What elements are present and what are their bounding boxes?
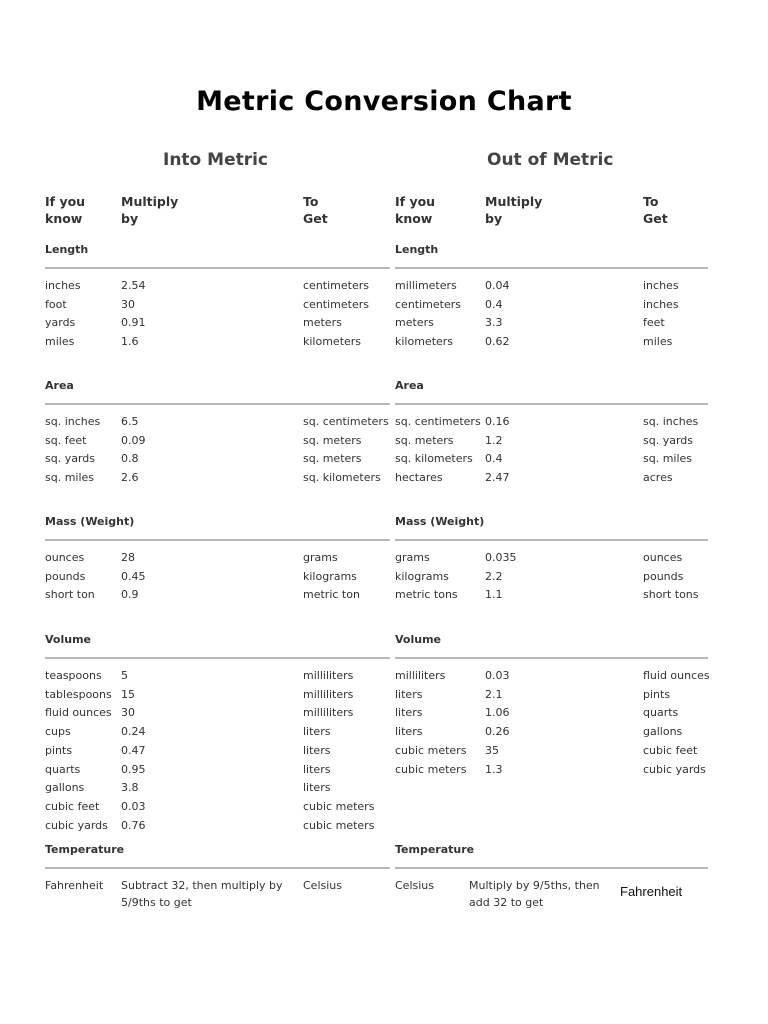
left-row-know: inches <box>45 279 81 292</box>
right-row-multiply: 0.03 <box>485 669 510 682</box>
temp-right-multiply: Multiply by 9/5ths, then add 32 to get <box>469 879 600 909</box>
left-row-know: pounds <box>45 570 86 583</box>
right-header-multiply-by: Multiply by <box>485 194 543 226</box>
right-row-get: sq. miles <box>643 452 693 465</box>
right-header-if-you-know: If you know <box>395 194 436 226</box>
left-row-get: sq. kilometers <box>303 471 381 484</box>
page-title: Metric Conversion Chart <box>196 86 572 117</box>
right-row-get: acres <box>643 471 673 484</box>
left-row-get: liters <box>303 725 331 738</box>
right-row-get: miles <box>643 335 673 348</box>
left-row-get: sq. meters <box>303 434 362 447</box>
right-section-divider <box>395 267 708 269</box>
right-section-label-length: Length <box>395 243 439 256</box>
right-row-multiply: 0.4 <box>485 298 503 311</box>
left-section-divider <box>45 403 390 405</box>
right-section-label-volume: Volume <box>395 633 441 646</box>
right-row-multiply: 1.2 <box>485 434 503 447</box>
right-row-multiply: 2.47 <box>485 471 510 484</box>
right-row-multiply: 0.26 <box>485 725 510 738</box>
right-row-multiply: 0.4 <box>485 452 503 465</box>
right-row-know: liters <box>395 725 423 738</box>
right-row-multiply: 1.3 <box>485 763 503 776</box>
right-row-know: centimeters <box>395 298 461 311</box>
right-row-multiply: 1.06 <box>485 706 510 719</box>
left-row-get: milliliters <box>303 706 354 719</box>
left-section-divider <box>45 539 390 541</box>
right-row-know: sq. centimeters <box>395 415 481 428</box>
left-section-divider <box>45 267 390 269</box>
right-row-multiply: 35 <box>485 744 499 757</box>
left-section-label-volume: Volume <box>45 633 91 646</box>
left-row-get: milliliters <box>303 688 354 701</box>
left-row-know: sq. miles <box>45 471 95 484</box>
left-section-label-area: Area <box>45 379 74 392</box>
right-row-get: sq. inches <box>643 415 699 428</box>
left-row-multiply: 30 <box>121 706 135 719</box>
right-row-know: sq. meters <box>395 434 454 447</box>
left-row-multiply: 0.45 <box>121 570 146 583</box>
left-section-divider <box>45 867 390 869</box>
right-row-know: liters <box>395 706 423 719</box>
left-row-get: grams <box>303 551 338 564</box>
left-row-know: yards <box>45 316 76 329</box>
left-row-multiply: 6.5 <box>121 415 139 428</box>
temp-left-know: Fahrenheit <box>45 879 104 892</box>
left-row-know: ounces <box>45 551 85 564</box>
right-row-multiply: 0.04 <box>485 279 510 292</box>
right-row-get: feet <box>643 316 665 329</box>
temp-right-get: Fahrenheit <box>620 884 683 899</box>
left-row-multiply: 0.03 <box>121 800 146 813</box>
right-row-know: liters <box>395 688 423 701</box>
left-row-multiply: 28 <box>121 551 135 564</box>
right-row-get: inches <box>643 298 679 311</box>
left-row-multiply: 0.47 <box>121 744 146 757</box>
right-row-know: kilograms <box>395 570 449 583</box>
right-row-get: pounds <box>643 570 684 583</box>
left-row-know: fluid ounces <box>45 706 112 719</box>
right-row-get: ounces <box>643 551 683 564</box>
left-row-know: cubic feet <box>45 800 100 813</box>
left-row-know: quarts <box>45 763 81 776</box>
right-section-divider <box>395 657 708 659</box>
into-metric-heading: Into Metric <box>163 150 269 170</box>
left-header-if-you-know: If you know <box>45 194 86 226</box>
temp-right-know: Celsius <box>395 879 434 892</box>
left-row-know: foot <box>45 298 67 311</box>
left-section-label-length: Length <box>45 243 89 256</box>
right-row-know: millimeters <box>395 279 457 292</box>
right-section-label-mass-weight: Mass (Weight) <box>395 515 485 528</box>
left-row-get: liters <box>303 763 331 776</box>
left-header-multiply-by: Multiply by <box>121 194 179 226</box>
left-row-multiply: 1.6 <box>121 335 139 348</box>
left-section-divider <box>45 657 390 659</box>
right-row-know: grams <box>395 551 430 564</box>
right-section-divider <box>395 867 708 869</box>
left-row-multiply: 5 <box>121 669 128 682</box>
right-row-multiply: 3.3 <box>485 316 503 329</box>
left-row-get: liters <box>303 744 331 757</box>
right-row-multiply: 2.1 <box>485 688 503 701</box>
left-row-multiply: 0.09 <box>121 434 146 447</box>
right-row-get: sq. yards <box>643 434 693 447</box>
right-row-multiply: 2.2 <box>485 570 503 583</box>
right-header-to-get: To Get <box>643 194 668 226</box>
left-row-multiply: 0.76 <box>121 819 146 832</box>
right-row-get: gallons <box>643 725 683 738</box>
left-row-multiply: 0.95 <box>121 763 146 776</box>
right-section-label-area: Area <box>395 379 424 392</box>
right-row-get: inches <box>643 279 679 292</box>
left-row-get: kilograms <box>303 570 357 583</box>
left-section-label-temperature: Temperature <box>45 843 125 856</box>
right-row-know: cubic meters <box>395 763 467 776</box>
right-row-know: milliliters <box>395 669 446 682</box>
right-row-get: fluid ounces <box>643 669 710 682</box>
right-row-multiply: 0.035 <box>485 551 517 564</box>
left-row-know: pints <box>45 744 73 757</box>
left-row-know: sq. inches <box>45 415 101 428</box>
left-row-get: centimeters <box>303 279 369 292</box>
left-row-know: miles <box>45 335 75 348</box>
left-row-get: cubic meters <box>303 800 375 813</box>
left-row-get: milliliters <box>303 669 354 682</box>
right-row-get: cubic yards <box>643 763 706 776</box>
left-row-know: short ton <box>45 588 95 601</box>
left-section-label-mass-weight: Mass (Weight) <box>45 515 135 528</box>
left-row-know: cups <box>45 725 71 738</box>
left-row-multiply: 30 <box>121 298 135 311</box>
left-row-get: centimeters <box>303 298 369 311</box>
left-row-know: tablespoons <box>45 688 112 701</box>
left-row-know: sq. feet <box>45 434 87 447</box>
right-row-know: cubic meters <box>395 744 467 757</box>
left-row-multiply: 2.6 <box>121 471 139 484</box>
left-row-multiply: 3.8 <box>121 781 139 794</box>
left-row-get: meters <box>303 316 342 329</box>
left-row-multiply: 15 <box>121 688 135 701</box>
left-row-get: sq. meters <box>303 452 362 465</box>
right-row-know: sq. kilometers <box>395 452 473 465</box>
left-row-multiply: 0.24 <box>121 725 146 738</box>
right-row-get: short tons <box>643 588 699 601</box>
left-row-get: liters <box>303 781 331 794</box>
right-row-multiply: 0.62 <box>485 335 510 348</box>
left-header-to-get: To Get <box>303 194 328 226</box>
left-row-multiply: 0.8 <box>121 452 139 465</box>
right-row-know: metric tons <box>395 588 458 601</box>
right-row-get: quarts <box>643 706 679 719</box>
left-row-get: cubic meters <box>303 819 375 832</box>
left-row-multiply: 0.9 <box>121 588 139 601</box>
left-row-get: metric ton <box>303 588 360 601</box>
right-section-divider <box>395 539 708 541</box>
left-row-multiply: 0.91 <box>121 316 146 329</box>
out-of-metric-heading: Out of Metric <box>487 150 614 170</box>
left-row-know: gallons <box>45 781 85 794</box>
temp-left-get: Celsius <box>303 879 342 892</box>
right-row-get: pints <box>643 688 671 701</box>
left-row-multiply: 2.54 <box>121 279 146 292</box>
left-row-know: teaspoons <box>45 669 102 682</box>
right-section-label-temperature: Temperature <box>395 843 475 856</box>
right-section-divider <box>395 403 708 405</box>
right-row-get: cubic feet <box>643 744 698 757</box>
left-row-know: sq. yards <box>45 452 95 465</box>
right-row-know: kilometers <box>395 335 454 348</box>
left-row-get: kilometers <box>303 335 362 348</box>
right-row-know: meters <box>395 316 434 329</box>
right-row-multiply: 0.16 <box>485 415 510 428</box>
left-row-get: sq. centimeters <box>303 415 389 428</box>
right-row-multiply: 1.1 <box>485 588 503 601</box>
left-row-know: cubic yards <box>45 819 108 832</box>
right-row-know: hectares <box>395 471 443 484</box>
temp-left-multiply: Subtract 32, then multiply by 5/9ths to get <box>121 879 283 909</box>
